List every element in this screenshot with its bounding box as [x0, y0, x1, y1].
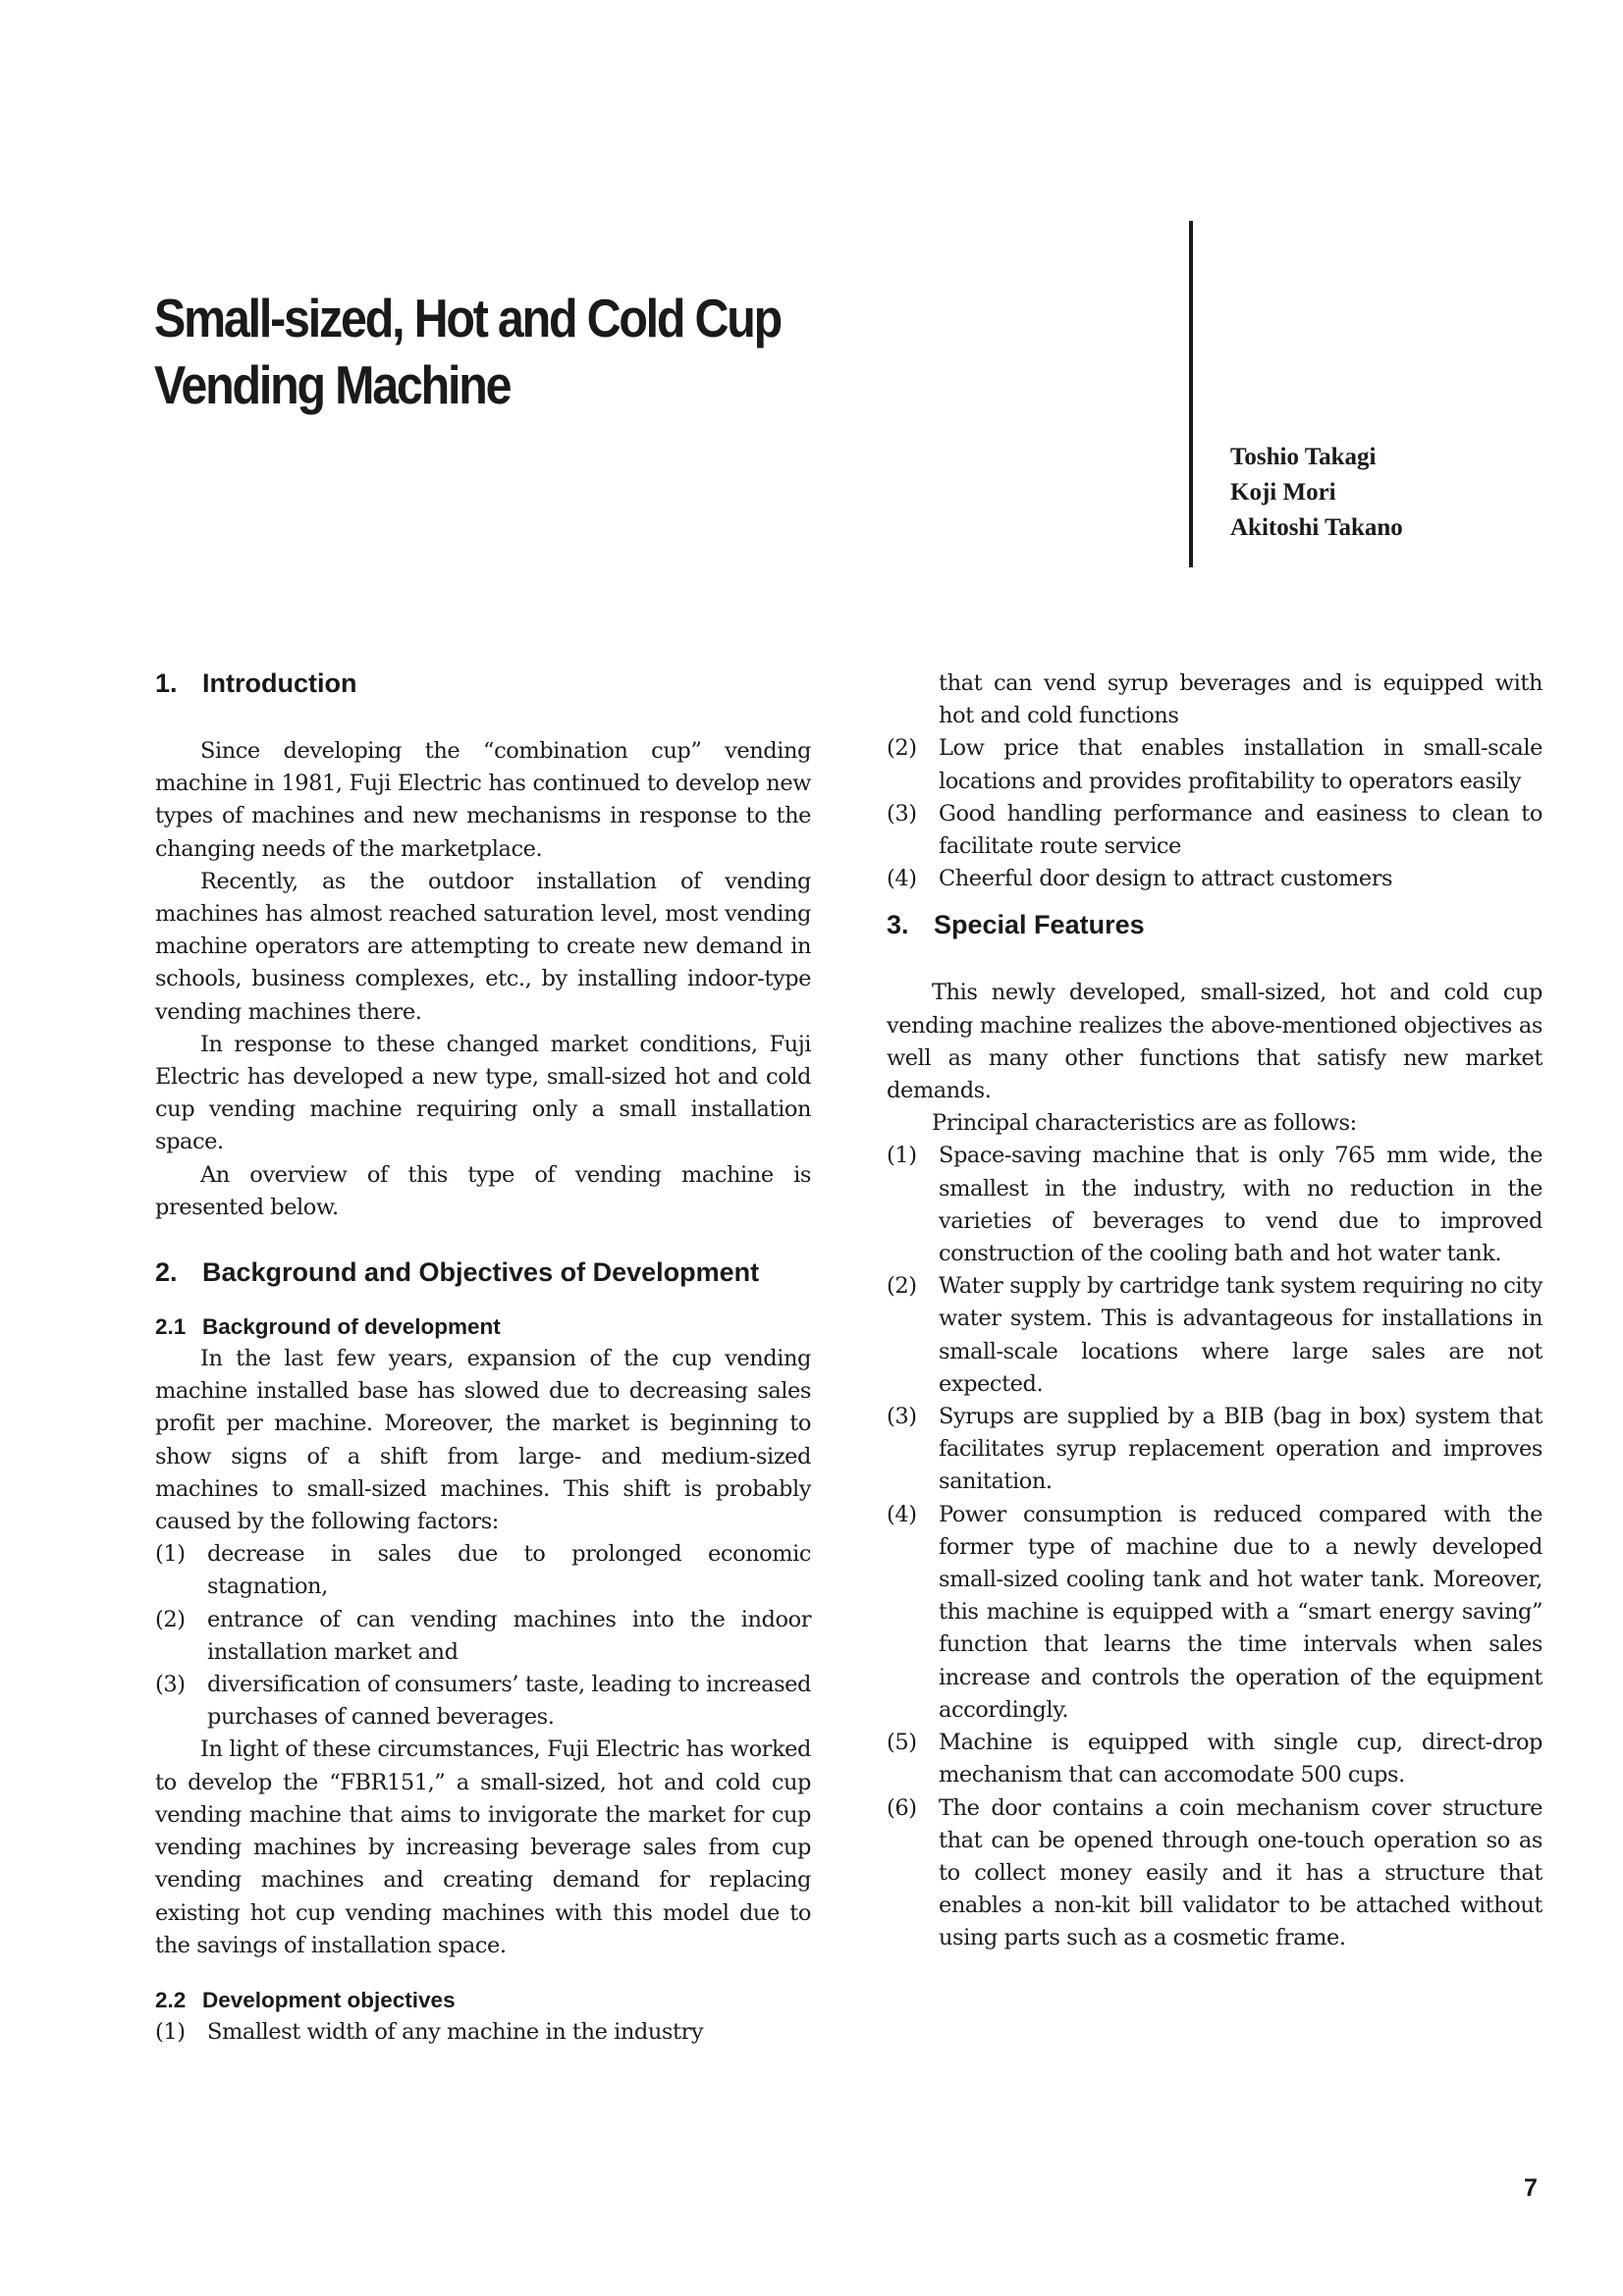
objective-1-start: Smallest width of any machine in the industry [207, 2018, 704, 2045]
list-item: (3) diversification of consumers’ taste, leading to increased purchases of canned beverages. [155, 1672, 811, 1731]
list-item: (6) The door contains a coin mechanism cover structure that can be opened through one-touch operation so as to collect money easily and it has a structure that enables a non-kit bill validator to be attached without using parts such as a cosmetic frame. [887, 1794, 1542, 1951]
page-number: 7 [1524, 2174, 1538, 2202]
vertical-rule [1189, 221, 1193, 567]
section-heading-introduction: 1. Introduction [155, 668, 357, 698]
objective-1-continued: that can vend syrup beverages and is equipped with hot and cold functions [939, 670, 1542, 729]
list-item: (5) Machine is equipped with single cup, direct-drop mechanism that can accomodate 500 cups. [887, 1730, 1542, 1789]
list-item: (2) entrance of can vending machines into the indoor installation market and [155, 1606, 811, 1665]
author-name: Koji Mori [1230, 479, 1336, 506]
paragraph: Recently, as the outdoor installation of vending machines has almost reached saturation level, most vending machine operators are attempting to create new demand in schools, business complexes, etc., by installing indoor-type vending machines there. [155, 868, 811, 1025]
author-name: Akitoshi Takano [1230, 514, 1403, 541]
title-line-2: Vending Machine [154, 354, 511, 415]
paragraph: Principal characteristics are as follows: [932, 1110, 1357, 1137]
paragraph: In the last few years, expansion of the cup vending machine installed base has slowed due to decreasing sales profit per machine. Moreover, the market is beginning to show signs of a shift from large- and medium-sized machines to small-sized machines. This shift is probably caused by the following factors: [155, 1346, 811, 1535]
subsection-heading-background: 2.1 Background of development [155, 1314, 501, 1340]
author-name: Toshio Takagi [1230, 444, 1377, 470]
paragraph: In light of these circumstances, Fuji Electric has worked to develop the “FBR151,” a small-sized, hot and cold cup vending machine that aims to invigorate the market for cup vending machines by increasing beverage sales from cup vending machines and creating demand for replacing existing hot cup vending machines with this model due to the savings of installation space. [155, 1736, 811, 1958]
list-item: (1) Smallest width of any machine in the industry [155, 2016, 811, 2049]
list-item: (4) Power consumption is reduced compared with the former type of machine due to a newly developed small-sized cooling tank and hot water tank. Moreover, this machine is equipped with a “smart energy saving” function that learns the time intervals when sales increase and controls the operation of the equipment accordingly. [887, 1501, 1542, 1723]
subsection-heading-objectives: 2.2 Development objectives [155, 1987, 456, 2012]
paragraph: This newly developed, small-sized, hot and cold cup vending machine realizes the above-mentioned objectives as well as many other functions that satisfy new market demands. [887, 980, 1542, 1104]
list-item: (2) Low price that enables installation in small-scale locations and provides profitability to operators easily [887, 735, 1542, 794]
author-list [1230, 440, 1403, 546]
paragraph: In response to these changed market conditions, Fuji Electric has developed a new type, small-sized hot and cold cup vending machine requiring only a small installation space. [155, 1031, 811, 1155]
section-heading-background: 2. Background and Objectives of Development [155, 1257, 760, 1288]
paragraph: Since developing the “combination cup” vending machine in 1981, Fuji Electric has continued to develop new types of machines and new mechanisms in response to the changing needs of the marketplace. [155, 738, 811, 862]
title-line-1: Small-sized, Hot and Cold Cup [154, 288, 782, 348]
list-item: (1) Space-saving machine that is only 765 mm wide, the smallest in the industry, with no reduction in the varieties of beverages to vend due to improved construction of the cooling bath and hot water tank. [887, 1143, 1542, 1267]
section-heading-features: 3. Special Features [887, 910, 1145, 940]
list-item: (3) Syrups are supplied by a BIB (bag in box) system that facilitates syrup replacement operation and improves sanitation. [887, 1404, 1542, 1495]
list-item: (1) decrease in sales due to prolonged economic stagnation, [155, 1541, 811, 1600]
list-item: (2) Water supply by cartridge tank system requiring no city water system. This is advantageous for installations in small-scale locations where large sales are not expected. [887, 1273, 1542, 1397]
article-title [154, 285, 932, 418]
list-item-continued [887, 667, 1542, 732]
right-column [887, 667, 1542, 1955]
paragraph: An overview of this type of vending machine is presented below. [155, 1161, 811, 1220]
left-column [155, 667, 811, 2049]
list-item: (3) Good handling performance and easiness to clean to facilitate route service [887, 800, 1542, 860]
list-item: (4) Cheerful door design to attract customers [887, 866, 1393, 892]
